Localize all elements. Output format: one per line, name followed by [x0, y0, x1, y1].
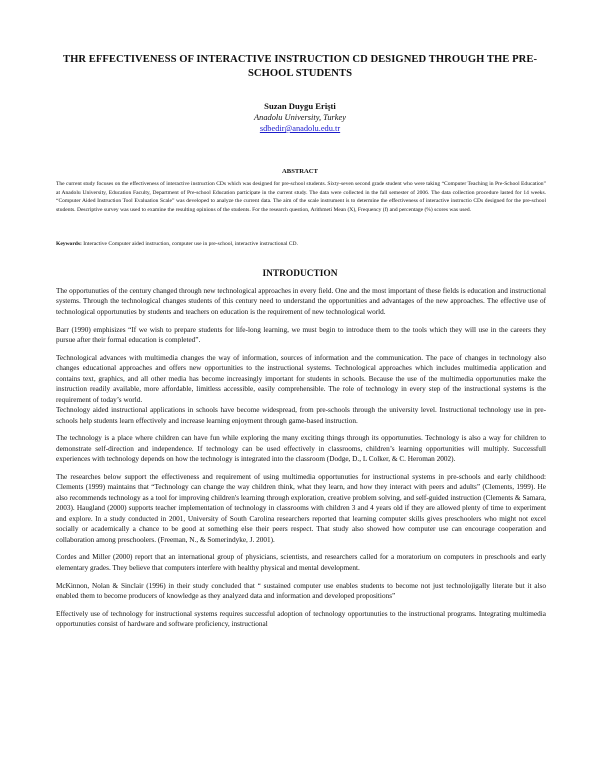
paragraph: Effectively use of technology for instructional systems requires successful adoption of technology opportunuties to the instructional programs. Integrating multimedia opportunuties consist of hardware and software proficiency, instructional — [56, 609, 546, 629]
keywords-text: Interactive Computer aided instruction, computer use in pre-school, interactive instructional CD. — [81, 241, 298, 247]
paragraph: The technology is a place where children can have fun while exploring the many exciting things through its opportunuties. Technology is also a way for children to demonstrate self-direction and independence. If technology can be used effectively in classrooms, children’s learning opportunities will multiply. Successfull experiences with technology depends on how the technology is integrated into the classroom (Dodge, D., L Colker, & C. Heroman 2002). — [56, 434, 546, 464]
paragraph: Technological advances with multimedia changes the way of information, sources of information and the communication. The pace of changes in technology also changes educational approaches and offers new opportunities to the instructional systems. Technological approaches which includes multimedia application and contains text, graphics, and all other media has become increasingly important for students in schools. Because the use of the multimedia opportunuties make the instruction readily available, more affordable, limitless accessible, easily comprehensible. The role of technology in every step of the instructional systems is the requirement of today’s world. — [56, 353, 546, 404]
paragraph: The researches below support the effectiveness and requirement of using multimedia opportunuties for instructional systems in pre-schools and early childhood: Clements (1999) maintains that “Technology can change the way children think, what they learn, and how they interact with peers and adults” (Clements, 1999). He also recommends technology as a tool for improving children's learning through exploration, creative problem solving, and self-guided instruction (Clements & Samara, 2003). Haugland (2000) supports teacher implementation of technology in classrooms with children 3 and 4 years old if they are allowed plenty of time to experiment and explore. In a study conducted in 2001, University of South Carolina researchers reported that learning computer skills gives preschoolers who might not excel socially or academically a chance to be good at something else their peers respect. That study also showed how computer use can encourage cooperation and collaboration among preschoolers. (Freeman, N., & Somerindyke, J. 2001). — [56, 472, 546, 544]
author-name: Suzan Duygu Erişti — [264, 101, 336, 111]
keywords-label: Keywords: — [56, 241, 82, 247]
author-email-link[interactable]: sdbedir@anadolu.edu.tr — [259, 124, 341, 133]
paragraph: Technology aided instructional applications in schools have become widespread, from pre-schools through the university level. Instructional technology use in pre-schools help students learn effectively and increase learning enjoyment through game-based instruction. — [56, 406, 546, 425]
keywords-line — [56, 240, 546, 248]
paragraph: Cordes and Miller (2000) report that an international group of physicians, scientists, and researchers called for a moratorium on computers in preschools and early elementary grades. They believe that computers interfere with healthy physical and mental development. — [56, 553, 546, 572]
paragraph: Barr (1990) emphisizes “If we wish to prepare students for life-long learning, we must begin to introduce them to the tools which they will use in the careers they pursue after their formal education is completed”. — [56, 325, 546, 345]
paragraph: The opportunuties of the century changed through new technological approaches in every field. One and the most important of these fields is education and instructional systems. Through the technological changes students of this century need to understand the opportunities and advantages of the new approaches. The effective use of technological opportunuties by students and teachers on education is the requirement of new technological world. — [56, 287, 546, 316]
author-affiliation: Anadolu University, Turkey — [254, 113, 346, 122]
introduction-body — [56, 286, 546, 637]
introduction-heading: INTRODUCTION — [262, 269, 338, 279]
paper-title: THR EFFECTIVENESS OF INTERACTIVE INSTRUCTION CD DESIGNED THROUGH THE PRE-SCHOOL STUDENTS — [62, 54, 538, 79]
abstract-heading: ABSTRACT — [282, 168, 318, 175]
paragraph: McKinnon, Nolan & Sinclair (1996) in their study concluded that “ sustained computer use enables students to become not just technolojigally literate but it also enabled them to become producers of knowledge as they analyzed data and information and developed propositions” — [56, 581, 546, 601]
abstract-text: The current study focuses on the effectiveness of interactive instruction CDs which was designed for pre-school students. Sixty-seven second grade student who were taking “Computer Teaching in Pre-School Education” at Anadolu University, Education Faculty, Department of Pre-school Education participate in the current study. The data were collected in the fall semester of 2006. The data collection procedure lasted for 14 weeks. “Computer Aided Instruction Tool Evaluation Scale” was developed to analyze the current data. The aim of the scale instrument is to determine the effectiveness of interactive instructio CDs designed for the pre-school students. Descriptive survey was used to examine the resulting opinions of the students. For the research question, Arithmeti Mean (X), Frequency (f) and percentage (%) scores was used. — [56, 181, 546, 213]
